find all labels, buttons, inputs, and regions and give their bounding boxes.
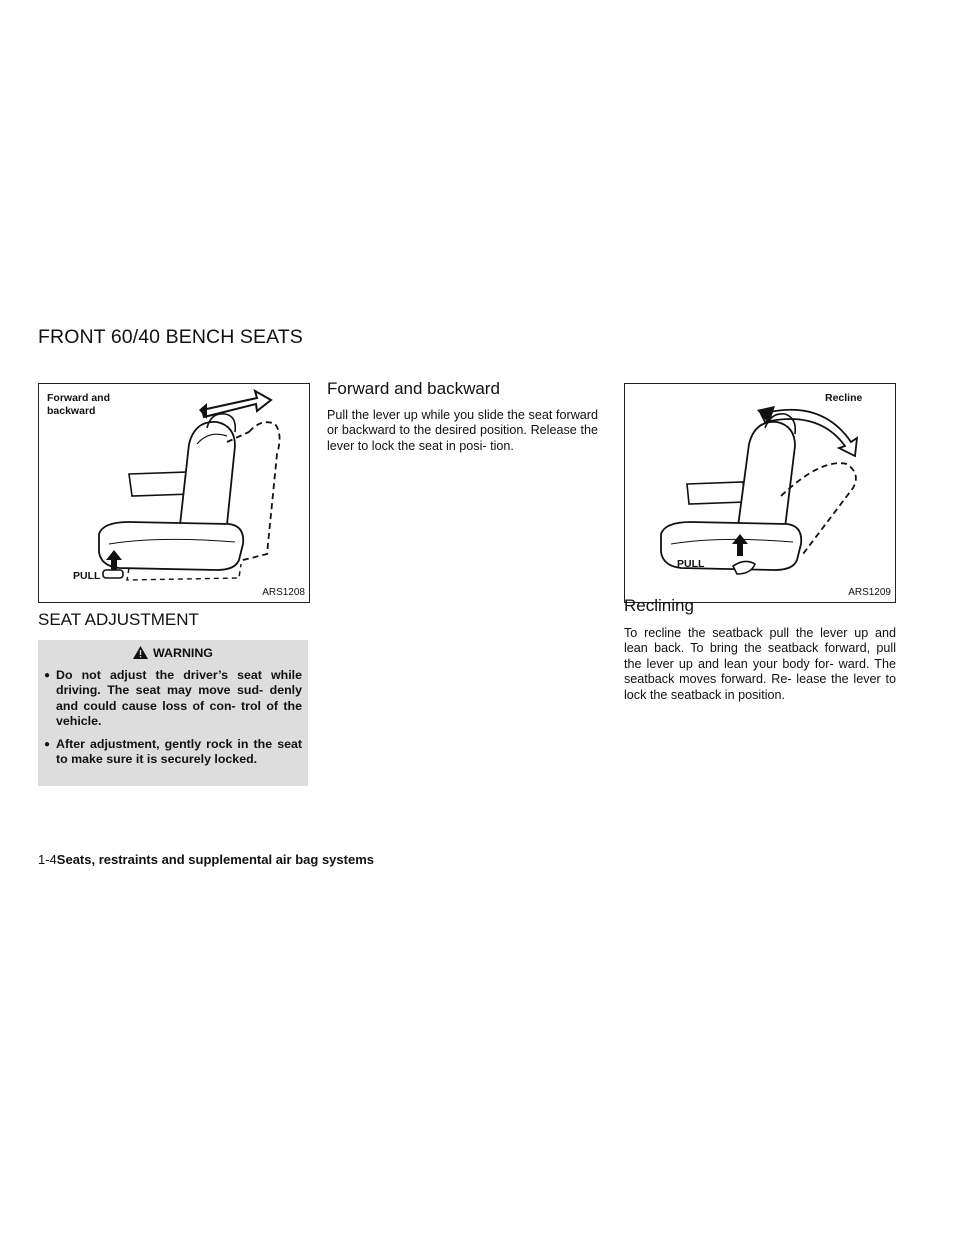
- forward-backward-heading: Forward and backward: [327, 379, 500, 398]
- reclining-heading: Reclining: [624, 596, 694, 615]
- seat-adjustment-heading: SEAT ADJUSTMENT: [38, 610, 199, 629]
- seat-recline-illustration: [625, 384, 895, 602]
- callout-recline: Recline: [825, 392, 863, 404]
- double-arrow-icon: [202, 391, 271, 417]
- figure-code: ARS1208: [262, 587, 305, 598]
- armrest-icon: [687, 482, 745, 504]
- pull-label: PULL: [73, 570, 101, 582]
- warning-header: WARNING: [38, 640, 308, 662]
- callout-forward-backward: Forward and backward: [47, 392, 111, 417]
- figure-code: ARS1209: [848, 587, 891, 598]
- bullet-icon: ●: [44, 738, 51, 750]
- seat-cushion-icon: [99, 522, 243, 570]
- section-title: FRONT 60/40 BENCH SEATS: [38, 326, 303, 348]
- figure-forward-backward: [38, 383, 310, 603]
- forward-backward-text: Pull the lever up while you slide the seat forward or backward to the desired position. Release the lever to lock the seat in posi- tion.: [327, 408, 598, 453]
- reclining-text: To recline the seatback pull the lever up and lean back. To bring the seatback forward, pull the lever up and lean your body for- ward. The seatback moves forward. Re- lease the lever to lock the seatback in position.: [624, 626, 896, 702]
- chapter-title: Seats, restraints and supplemental air bag systems: [56, 852, 374, 867]
- seat-lever-icon: [733, 561, 755, 574]
- warning-item: ● After adjustment, gently rock in the seat to make sure it is securely locked.: [44, 736, 302, 767]
- warning-list: [38, 668, 308, 786]
- page-number: 1-4: [38, 852, 57, 867]
- bullet-icon: ●: [44, 670, 51, 681]
- warning-item: ● Do not adjust the driver’s seat while driving. The seat may move sud- denly and could cause loss of con- trol of the vehicle.: [44, 668, 302, 729]
- seat-lever-icon: [103, 570, 123, 578]
- warning-box: [38, 640, 308, 786]
- armrest-icon: [129, 472, 191, 496]
- figure-recline: [624, 383, 896, 603]
- pull-label: PULL: [677, 558, 705, 570]
- warning-triangle-icon: [133, 646, 148, 662]
- page-footer: [38, 852, 374, 867]
